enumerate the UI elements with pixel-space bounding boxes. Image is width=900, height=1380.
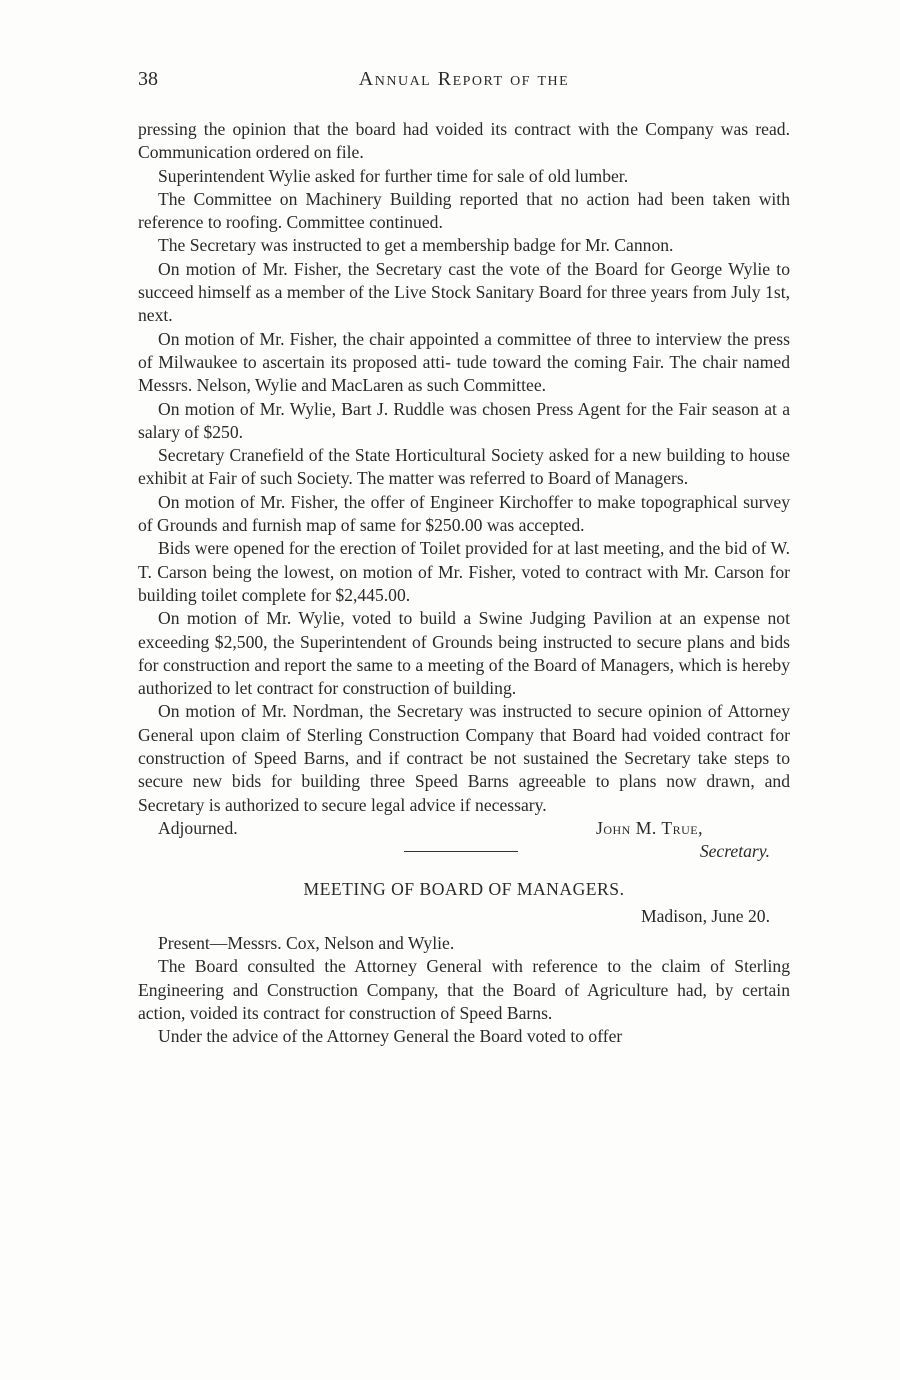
- paragraph: The Committee on Machinery Building reported that no action had been taken with reference to roofing. Committee continued.: [138, 188, 790, 233]
- page-body: [138, 118, 790, 1049]
- signer-title: Secretary.: [699, 841, 770, 862]
- page-header: [138, 68, 790, 98]
- paragraph: On motion of Mr. Fisher, the Secretary cast the vote of the Board for George Wylie to succeed himself as a member of the Live Stock Sanitary Board for three years from July 1st, next.: [138, 258, 790, 326]
- paragraph: The Board consulted the Attorney General with reference to the claim of Sterling Engineering and Construction Company, that the Board of Agriculture had, by certain action, voided its contract for construction of Speed Barns.: [138, 956, 790, 1023]
- paragraph: Present—Messrs. Cox, Nelson and Wylie.: [158, 933, 455, 954]
- signer-name: John M. True,: [596, 817, 704, 838]
- signature-title-row: [138, 840, 790, 863]
- adjourned-text: Adjourned.: [158, 817, 238, 838]
- paragraph: On motion of Mr. Wylie, Bart J. Ruddle was chosen Press Agent for the Fair season at a salary of $250.: [138, 398, 790, 442]
- paragraph: Superintendent Wylie asked for further time for sale of old lumber.: [158, 165, 629, 186]
- meeting-date: Madison, June 20.: [640, 905, 770, 926]
- page-number: 38: [138, 68, 158, 90]
- paragraph: On motion of Mr. Wylie, voted to build a Swine Judging Pavilion at an expense not exceeding $2,500, the Superintendent of Grounds being instructed to secure plans and bids for construction and report the same to a meeting of the Board of Managers, which is hereby authorized to let contract for construction of building.: [138, 608, 790, 699]
- paragraph: The Secretary was instructed to get a membership badge for Mr. Cannon.: [158, 235, 674, 256]
- paragraph: Under the advice of the Attorney General the Board voted to offer: [158, 1026, 623, 1047]
- paragraph: On motion of Mr. Fisher, the offer of Engineer Kirchoffer to make topographical survey of Grounds and furnish map of same for $250.00 was accepted.: [138, 491, 790, 536]
- running-title: Annual Report of the: [358, 68, 570, 90]
- paragraph: On motion of Mr. Nordman, the Secretary was instructed to secure opinion of Attorney General upon claim of Sterling Construction Company that Board had voided contract for construction of Speed Barns, and if contract be not sustained the Secretary take steps to secure new bids for building three Speed Barns agreeable to plans now drawn, and Secretary is authorized to secure legal advice if necessary.: [138, 701, 790, 815]
- paragraph: pressing the opinion that the board had voided its contract with the Company was read. Communication ordered on file.: [138, 119, 790, 163]
- paragraph: On motion of Mr. Fisher, the chair appointed a committee of three to interview the press of Milwaukee to ascertain its proposed atti- tude toward the coming Fair. The chair named Messrs. Nelson, Wylie and MacLaren as such Committee.: [138, 328, 790, 396]
- section-divider: [404, 851, 518, 852]
- closing-signature: [138, 817, 790, 840]
- section-heading: MEETING OF BOARD OF MANAGERS.: [303, 878, 625, 899]
- paragraph: Bids were opened for the erection of Toilet provided for at last meeting, and the bid of W. T. Carson being the lowest, on motion of Mr. Fisher, voted to contract with Mr. Carson for building toilet complete for $2,445.00.: [138, 538, 790, 605]
- paragraph: Secretary Cranefield of the State Horticultural Society asked for a new building to house exhibit at Fair of such Society. The matter was referred to Board of Managers.: [138, 445, 790, 489]
